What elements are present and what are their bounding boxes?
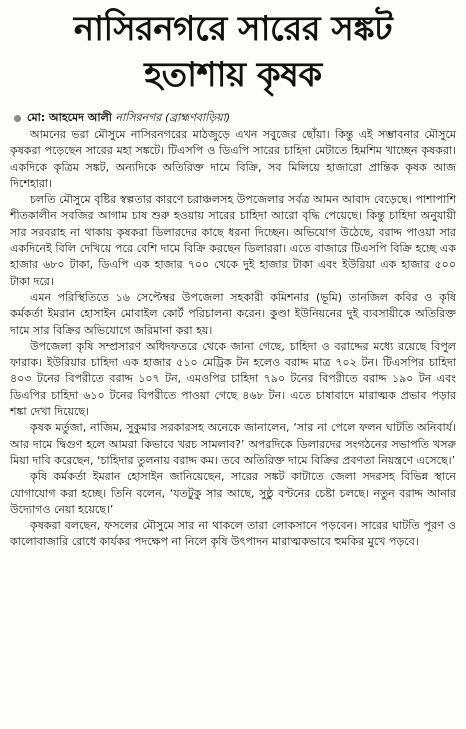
paragraph-intro: আমনের ভরা মৌসুমে নাসিরনগরের মাঠজুড়ে এখন সবুজের ছোঁয়া। কিন্তু এই সম্ভাবনার মৌসুমে কৃষকরা পড়েছেন সারের মহা সঙ্কটে। টিএসপি ও ডিএপি সারের চাহিদা মেটাতে হিমশিম খাচ্ছেন কৃষকরা। একদিকে কৃত্রিম সঙ্কট, অন্যদিকে অতিরিক্ত দামে বিক্রি, সব মিলিয়ে হাজারো প্রান্তিক কৃষক আজ দিশেহারা। [10, 128, 456, 190]
bullet-icon [14, 115, 21, 122]
paragraph-farmers-dealers: কৃষক মর্তুজা, নাজিম, সুকুমার সরকারসহ অনেকে জানালেন, ‘সার না পেলে ফলন ঘাটতি অনিবার্য। আর দামে দ্বিগুণ হলে আমরা কিভাবে খরচ সামলাব?’ অপরদিকে ডিলারদের সংগঠনের সভাপতি খসরু মিয়া দাবি করেছেন, ‘চাহিদার তুলনায় বরাদ্দ কম। তবে অতিরিক্ত দামে বিক্রির প্রবণতা নিয়ন্ত্রণে এসেছে।’ [10, 421, 456, 467]
paragraph-mobile-court: এমন পরিস্থিতিতে ১৬ সেপ্টেম্বর উপজেলা সহকারী কমিশনার (ভূমি) তানজিল কবির ও কৃষি কর্মকর্তা ইমরান হোসাইন মোবাইল কোর্ট পরিচালনা করেন। কুণ্ডা ইউনিয়নের দুই ব্যবসায়ীকে অতিরিক্ত দামে সার বিক্রির অভিযোগে জরিমানা করা হয়। [10, 290, 456, 337]
byline-author: মো: আহমেদ আলী [27, 111, 112, 124]
headline-line-1: নাসিরনগরে সারের সঙ্কট [73, 9, 393, 49]
paragraph-officer: কৃষি কর্মকর্তা ইমরান হোসাইন জানিয়েছেন, সারের সঙ্কট কাটাতে জেলা সদরসহ বিভিন্ন স্থানে যোগাযোগ করা হচ্ছে। তিনি বলেন, ‘যতটুকু সার আছে, সুষ্ঠু বণ্টনের চেষ্টা চলছে। নতুন বরাদ্দ আনার উদ্যোগও নেয়া হয়েছে।’ [10, 470, 456, 516]
byline-location: নাসিরনগর (ব্রাহ্মণবাড়িয়া) [115, 111, 231, 124]
paragraph-demand: চলতি মৌসুমে বৃষ্টির স্বল্পতার কারণে চরাঞ্চলসহ উপজেলার সর্বত্র আমন আবাদ বেড়েছে। পাশাপাশি শীতকালীন সবজির আগাম চাষ শুরু হওয়ায় সারের চাহিদা আরো বৃদ্ধি পেয়েছে। কিন্তু চাহিদা অনুযায়ী সার সরবরাহ না থাকায় কৃষকরা ডিলারদের কাছে ধরনা দিচ্ছেন। অভিযোগ উঠেছে, বরাদ্দ পাওয়া সার একদিনেই বিলি দেখিয়ে পরে বেশি দামে বিক্রি করছেন ডিলাররা। এতে বাজারে টিএসপি বিক্রি হচ্ছে এক হাজার ৬৮০ টাকা, ডিএপি এক হাজার ৭০০ থেকে দুই হাজার টাকা এবং ইউরিয়া এক হাজার ৫০০ টাকা দরে। [10, 193, 456, 288]
byline [14, 111, 230, 125]
paragraph-allocation: উপজেলা কৃষি সম্প্রসারণ অধিদফতরে থেকে জানা গেছে, চাহিদা ও বরাদ্দের মধ্যে রয়েছে বিপুল ফারাক। ইউরিয়ার চাহিদা এক হাজার ৫১০ মেট্রিক টন হলেও বরাদ্দ মাত্র ৭০২ টন। টিএসপির চাহিদা ৪০৩ টনের বিপরীতে বরাদ্দ ১০৭ টন, এমওপির চাহিদা ৭৯০ টনের বিপরীতে বরাদ্দ ১৯০ টন এবং ডিএপির চাহিদা ৬১০ টনের বিপরীতে পাওয়া গেছে ৪৬৮ টন। এতে চাষাবাদে মারাত্মক প্রভাব পড়ার শঙ্কা দেখা দিয়েছে। [10, 339, 456, 419]
article-body [10, 127, 456, 551]
paragraph-conclusion: কৃষকরা বলছেন, ফসলের মৌসুমে সার না থাকলে তারা লোকসানে পড়বেন। সারের ঘাটতি পূরণ ও কালোবাজারি রোধে কার্যকর পদক্ষেপ না নিলে কৃষি উৎপাদন মারাত্মকভাবে হুমকির মুখে পড়বে। [10, 519, 456, 549]
headline-line-2: হতাশায় কৃষক [144, 55, 322, 95]
